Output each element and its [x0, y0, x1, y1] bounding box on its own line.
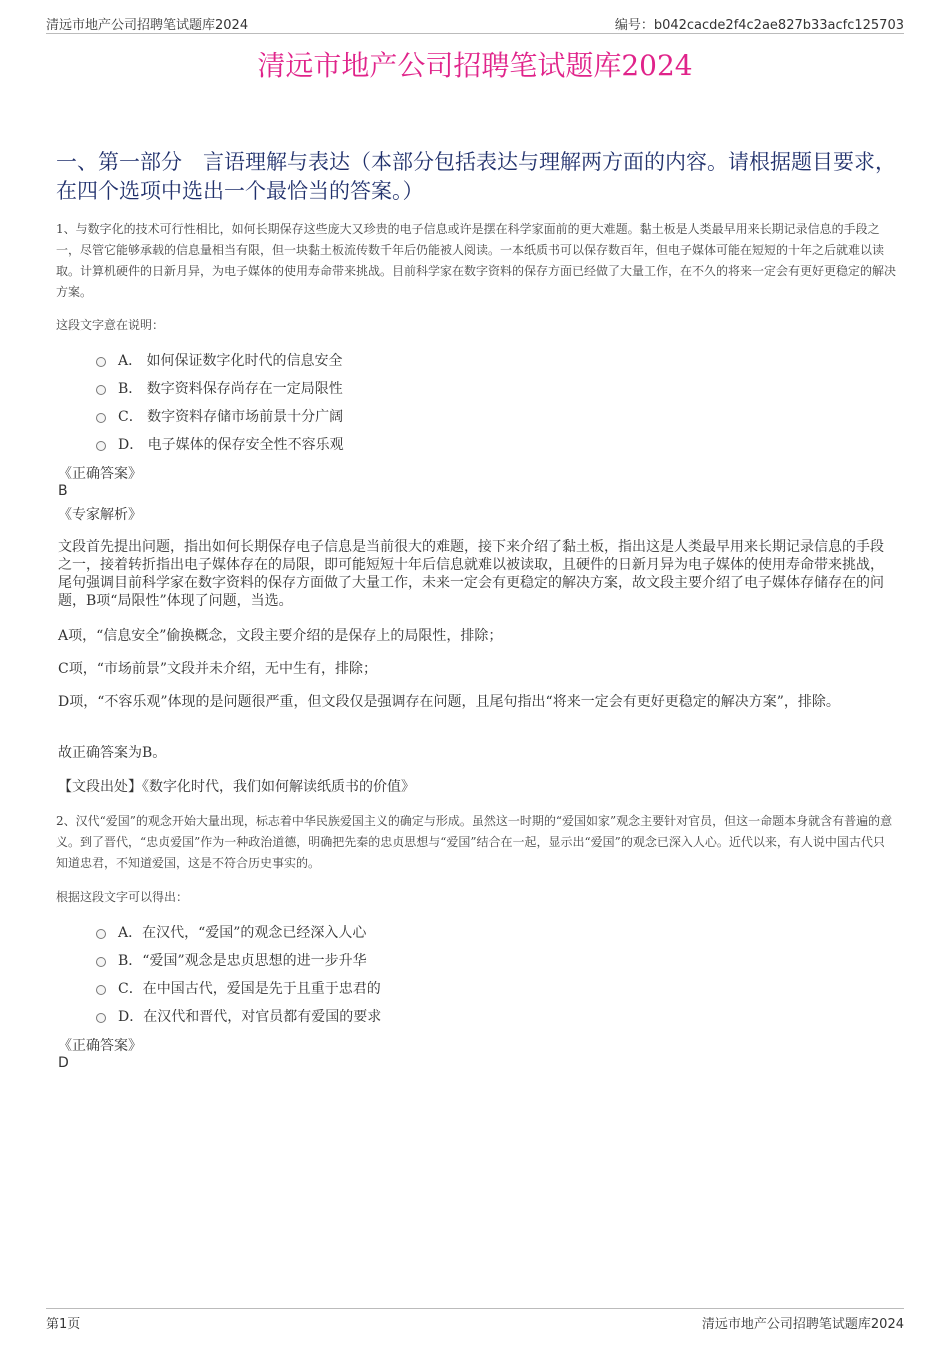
analysis-source: 【文段出处】《数字化时代，我们如何解读纸质书的价值》 [58, 779, 415, 795]
question-1-option-d[interactable] [96, 434, 344, 454]
question-1-option-a[interactable] [96, 350, 343, 370]
radio-icon[interactable] [96, 985, 106, 995]
question-2-option-a[interactable] [96, 922, 366, 942]
footer-doc-title: 清远市地产公司招聘笔试题库2024 [701, 1317, 904, 1332]
footer-divider [46, 1308, 904, 1309]
radio-icon[interactable] [96, 385, 106, 395]
radio-icon[interactable] [96, 957, 106, 967]
question-2-option-b[interactable] [96, 950, 367, 970]
analysis-paragraph: 文段首先提出问题，指出如何长期保存电子信息是当前很大的难题，接下来介绍了黏土板，指出这是人类最早用来长期记录信息的手段之一，接着转折指出电子媒体存在的局限，即可能短短十年后信息就难以被读取，且硬件的日新月异为电子媒体的使用寿命带来挑战，尾句强调目前科学家在数字资料的保存方面做了大量工作，未来一定会有更稳定的解决方案，故文段主要介绍了电子媒体存储存在的问题，B项“局限性”体现了问题，当选。 [58, 539, 884, 609]
question-2-answer-label: 《正确答案》 [58, 1038, 142, 1054]
radio-icon[interactable] [96, 413, 106, 423]
question-1-option-b[interactable] [96, 378, 343, 398]
analysis-paragraph: A项，“信息安全”偷换概念，文段主要介绍的是保存上的局限性，排除； [58, 628, 503, 644]
question-1-answer-label: 《正确答案》 [58, 466, 142, 482]
radio-icon[interactable] [96, 1013, 106, 1023]
header-doc-id: 编号：b042cacde2f4c2ae827b33acfc125703 [614, 18, 904, 33]
option-label: A．在汉代，“爱国”的观念已经深入人心 [118, 925, 367, 941]
header-divider [46, 33, 904, 34]
question-1-answer: B [58, 483, 68, 499]
option-label: A． 如何保证数字化时代的信息安全 [118, 353, 343, 369]
question-1-stem: 这段文字意在说明： [56, 318, 165, 332]
option-label: D． 电子媒体的保存安全性不容乐观 [118, 437, 344, 453]
option-label: B． 数字资料保存尚存在一定局限性 [118, 381, 343, 397]
question-2-option-d[interactable] [96, 1006, 381, 1026]
radio-icon[interactable] [96, 929, 106, 939]
question-2-text: 2、汉代“爱国”的观念开始大量出现，标志着中华民族爱国主义的确定与形成。虽然这一时期的“爱国如家”观念主要针对官员，但这一命题本身就含有普遍的意义。到了晋代，“忠贞爱国”作为一种政治道德，明确把先秦的忠贞思想与“爱国”结合在一起，显示出“爱国”的观念已深入人心。近代以来，有人说中国古代只知道忠君，不知道爱国，这是不符合历史事实的。 [56, 814, 893, 870]
question-1-option-c[interactable] [96, 406, 343, 426]
analysis-paragraph: 故正确答案为B。 [58, 745, 167, 761]
question-1-text: 1、与数字化的技术可行性相比，如何长期保存这些庞大又珍贵的电子信息或许是摆在科学家面前的更大难题。黏土板是人类最早用来长期记录信息的手段之一，尽管它能够承载的信息量相当有限，但一块黏土板流传数千年后仍能被人阅读。一本纸质书可以保存数百年，但电子媒体可能在短短的十年之后就难以读取。计算机硬件的日新月异，为电子媒体的使用寿命带来挑战。目前科学家在数字资料的保存方面已经做了大量工作，在不久的将来一定会有更好更稳定的解决方案。 [56, 222, 897, 299]
analysis-paragraph: C项，“市场前景”文段并未介绍，无中生有，排除； [58, 661, 378, 677]
option-label: C． 数字资料存储市场前景十分广阔 [118, 409, 344, 425]
question-2-answer: D [58, 1055, 69, 1071]
header-doc-title: 清远市地产公司招聘笔试题库2024 [46, 18, 249, 33]
option-label: C．在中国古代，爱国是先于且重于忠君的 [118, 981, 381, 997]
question-1-analysis-label: 《专家解析》 [58, 507, 142, 523]
question-2-stem: 根据这段文字可以得出： [56, 890, 189, 904]
option-label: D．在汉代和晋代，对官员都有爱国的要求 [118, 1009, 382, 1025]
question-2-option-c[interactable] [96, 978, 381, 998]
radio-icon[interactable] [96, 441, 106, 451]
option-label: B．“爱国”观念是忠贞思想的进一步升华 [118, 953, 367, 969]
analysis-paragraph: D项，“不容乐观”体现的是问题很严重，但文段仅是强调存在问题，且尾句指出“将来一定会有更好更稳定的解决方案”，排除。 [58, 694, 840, 710]
section-heading: 一、第一部分 言语理解与表达（本部分包括表达与理解两方面的内容。请根据题目要求，在四个选项中选出一个最恰当的答案。） [56, 150, 896, 203]
page-title: 清远市地产公司招聘笔试题库2024 [257, 49, 693, 82]
page-number: 第1页 [46, 1317, 81, 1332]
radio-icon[interactable] [96, 357, 106, 367]
